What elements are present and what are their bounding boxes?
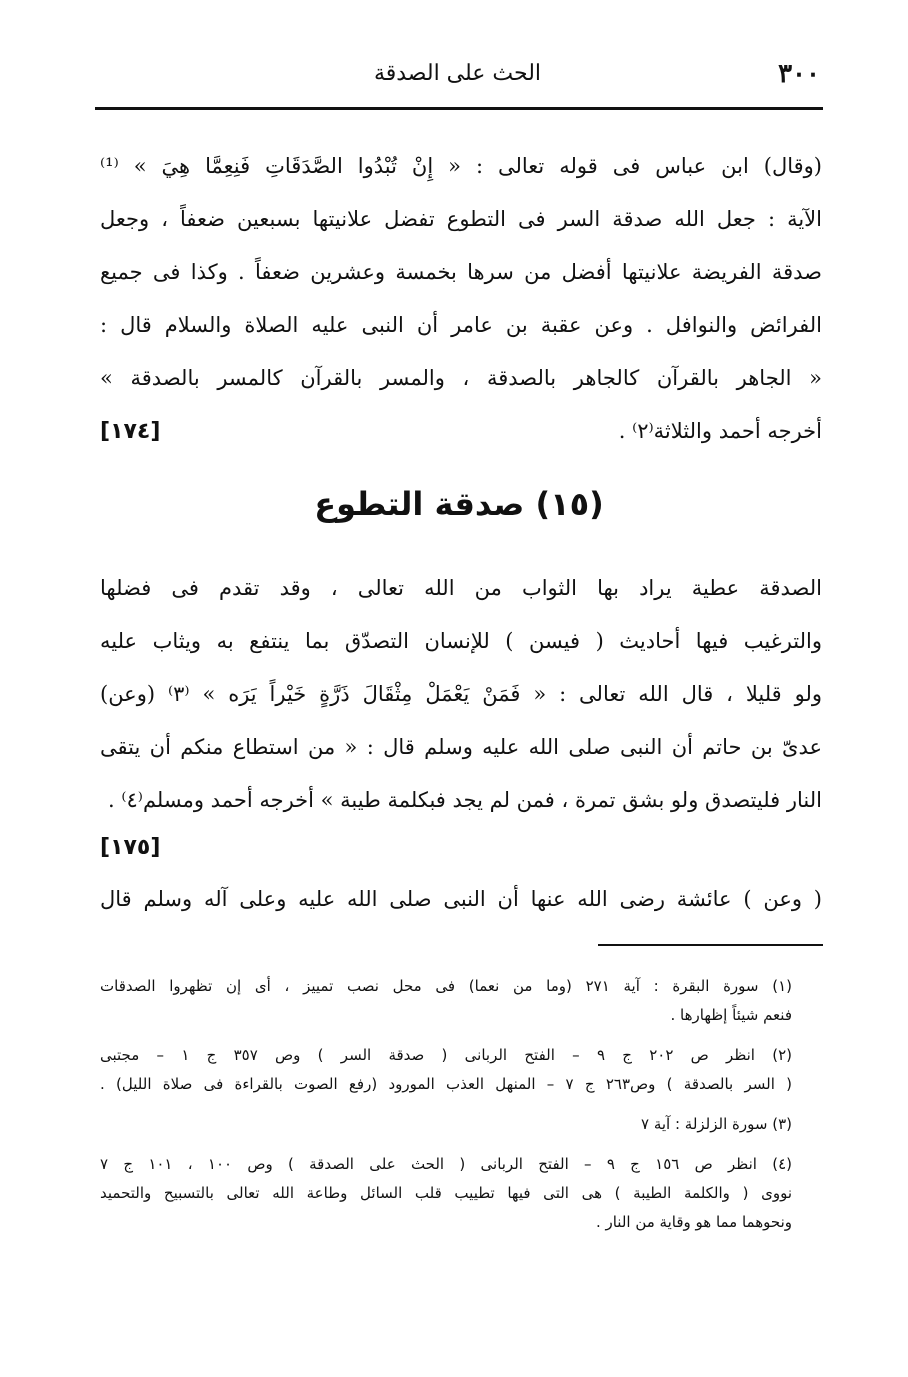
page-number: ٣٠٠ [778, 59, 820, 89]
text-line: الآية : جعل الله صدقة السر فى التطوع تفضل علانيتها بسبعين ضعفاً ، وجعل [100, 207, 822, 231]
text-line: النار فليتصدق ولو بشق تمرة ، فمن لم يجد فبكلمة طيبة » أخرجه أحمد ومسلم⁽٤⁾ . [108, 788, 822, 812]
line-with-reference [100, 405, 822, 458]
footnote-line: نووى ( والكلمة الطيبة ) هى التى فيها تطييب قلب السائل وطاعة الله تعالى بالتسبيح والتحميد [100, 1184, 792, 1202]
text-line: « الجاهر بالقرآن كالجاهر بالصدقة ، والمسر بالقرآن كالمسر بالصدقة » [100, 366, 822, 390]
footnote-line: (٤) انظر ص ١٥٦ ج ٩ – الفتح الربانى ( الحث على الصدقة ) وص ١٠٠ ، ١٠١ ج ٧ [100, 1155, 792, 1173]
footnote-1 [100, 972, 792, 1030]
footnote-line: ( السر بالصدقة ) وص٢٦٣ ج ٧ – المنهل العذب المورود (رفع الصوت بالقراءة فى صلاة الليل) . [100, 1075, 792, 1093]
paragraph-ibn-abbas [100, 140, 822, 458]
footnote-2 [100, 1041, 792, 1099]
footnote-4 [100, 1150, 792, 1237]
footnote-3 [100, 1110, 792, 1139]
footnote-line: فنعم شيئاً إظهارها . [670, 1006, 792, 1024]
text-line: عدىّ بن حاتم أن النبى صلى الله عليه وسلم قال : « من استطاع منكم أن يتقى [100, 735, 822, 759]
footnote-line: (٣) سورة الزلزلة : آية ٧ [640, 1115, 792, 1133]
header-rule [95, 107, 823, 110]
text-line: أخرجه أحمد والثلاثة⁽٢⁾ . [618, 419, 822, 443]
text-line: والترغيب فيها أحاديث ( فيسن ) للإنسان التصدّق بما ينتفع به ويثاب عليه [100, 629, 822, 653]
footnotes [100, 972, 792, 1248]
text-line: (وقال) ابن عباس فى قوله تعالى : « إِنْ تُبْدُوا الصَّدَقَاتِ فَنِعِمَّا هِيَ » ⁽¹⁾ [100, 154, 822, 178]
text-line: صدقة الفريضة علانيتها أفضل من سرها بخمسة وعشرين ضعفاً . وكذا فى جميع [100, 260, 822, 284]
text-line: الفرائض والنوافل . وعن عقبة بن عامر أن النبى عليه الصلاة والسلام قال : [100, 313, 822, 337]
hadith-number: [١٧٤] [100, 419, 161, 444]
text-line: الصدقة عطية يراد بها الثواب من الله تعالى ، وقد تقدم فى فضلها [100, 576, 822, 600]
hadith-number: [١٧٥] [100, 835, 161, 860]
text-line: ولو قليلا ، قال الله تعالى : « فَمَنْ يَعْمَلْ مِثْقَالَ ذَرَّةٍ خَيْراً يَرَه » ⁽٣⁾ (وعن) [100, 682, 822, 706]
paragraph-voluntary-charity [100, 562, 822, 926]
reference-row [100, 827, 822, 873]
running-title: الحث على الصدقة [373, 61, 542, 86]
footnote-line: (١) سورة البقرة : آية ٢٧١ (وما من نعما) فى محل نصب تمييز ، أى إن تظهروا الصدقات [100, 977, 792, 995]
page-header [95, 55, 820, 103]
footnote-line: (٢) انظر ص ٢٠٢ ج ٩ – الفتح الربانى ( صدقة السر ) وص ٣٥٧ ج ١ – مجتبى [100, 1046, 792, 1064]
footnote-line: ونحوهما مما هو وقاية من النار . [595, 1213, 792, 1231]
section-title: (١٥) صدقة التطوع [314, 485, 604, 523]
text-line: ( وعن ) عائشة رضى الله عنها أن النبى صلى الله عليه وعلى آله وسلم قال [100, 887, 822, 911]
footnote-rule [598, 944, 823, 946]
